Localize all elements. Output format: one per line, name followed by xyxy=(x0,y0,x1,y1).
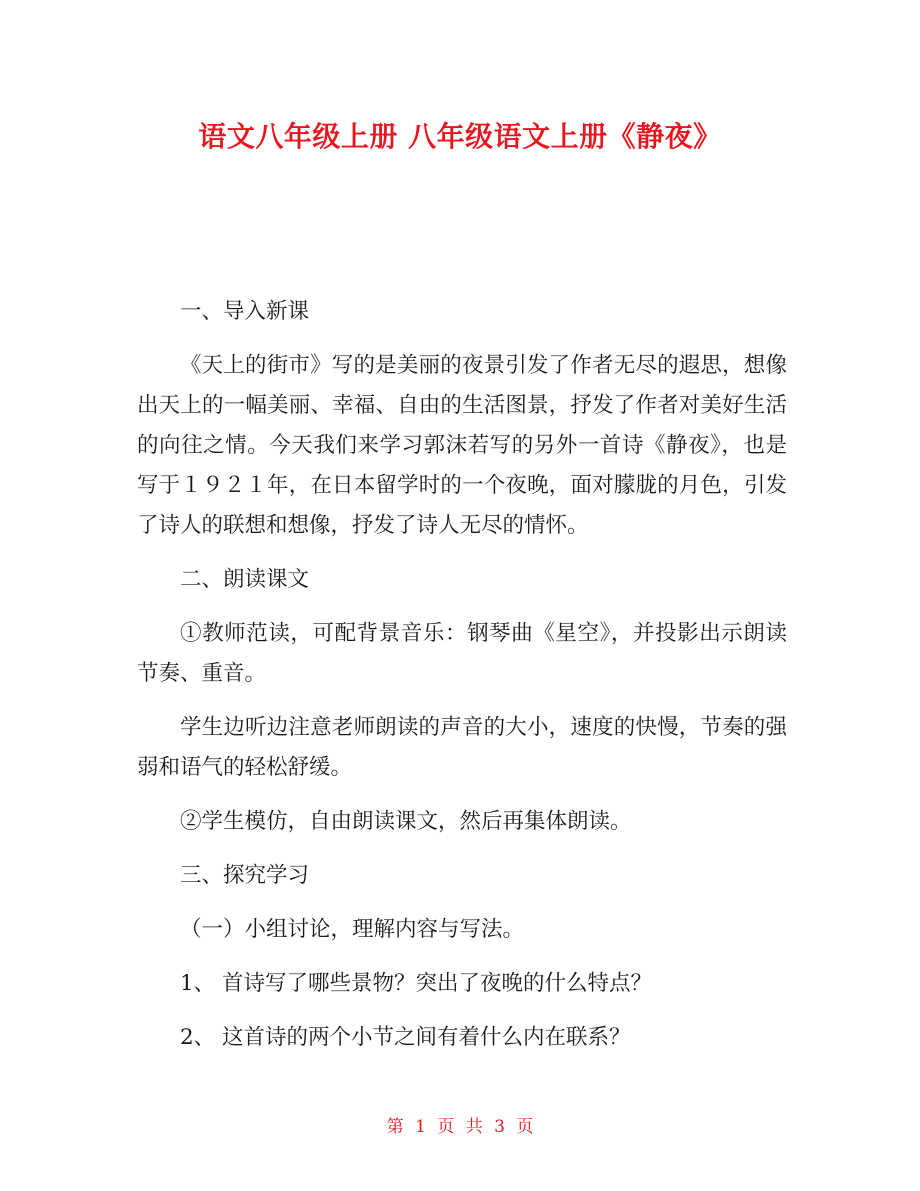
paragraph-teacher-reading: ①教师范读，可配背景音乐：钢琴曲《星空》，并投影出示朗读节奏、重音。 xyxy=(137,621,787,686)
paragraph-student-listening: 学生边听边注意老师朗读的声音的大小，速度的快慢，节奏的强弱和语气的轻松舒缓。 xyxy=(137,715,787,780)
document-title: 语文八年级上册 八年级语文上册《静夜》 xyxy=(198,120,722,153)
question-item-2: 2、 这首诗的两个小节之间有着什么内在联系？ xyxy=(180,1025,631,1050)
paragraph-intro: 《天上的街市》写的是美丽的夜景引发了作者无尽的遐思，想像出天上的一幅美丽、幸福、自由的生活图景，抒发了作者对美好生活的向往之情。今天我们来学习郭沫若写的另外一首诗《静夜》，也是写于１９２１年，在日本留学时的一个夜晚，面对朦胧的月色，引发了诗人的联想和想像，抒发了诗人无尽的情怀。 xyxy=(137,353,787,538)
section-heading-reading: 二、朗读课文 xyxy=(180,567,310,592)
question-item-1: 1、 首诗写了哪些景物？突出了夜晚的什么特点？ xyxy=(180,971,653,996)
paragraph-student-imitation: ②学生模仿，自由朗读课文，然后再集体朗读。 xyxy=(180,809,632,834)
document-body xyxy=(137,292,787,1072)
paragraph-group-discussion: （一）小组讨论，理解内容与写法。 xyxy=(180,917,525,942)
section-heading-inquiry: 三、探究学习 xyxy=(180,863,310,888)
page-footer: 第 1 页 共 3 页 xyxy=(386,1117,534,1137)
section-heading-intro: 一、导入新课 xyxy=(180,299,310,324)
